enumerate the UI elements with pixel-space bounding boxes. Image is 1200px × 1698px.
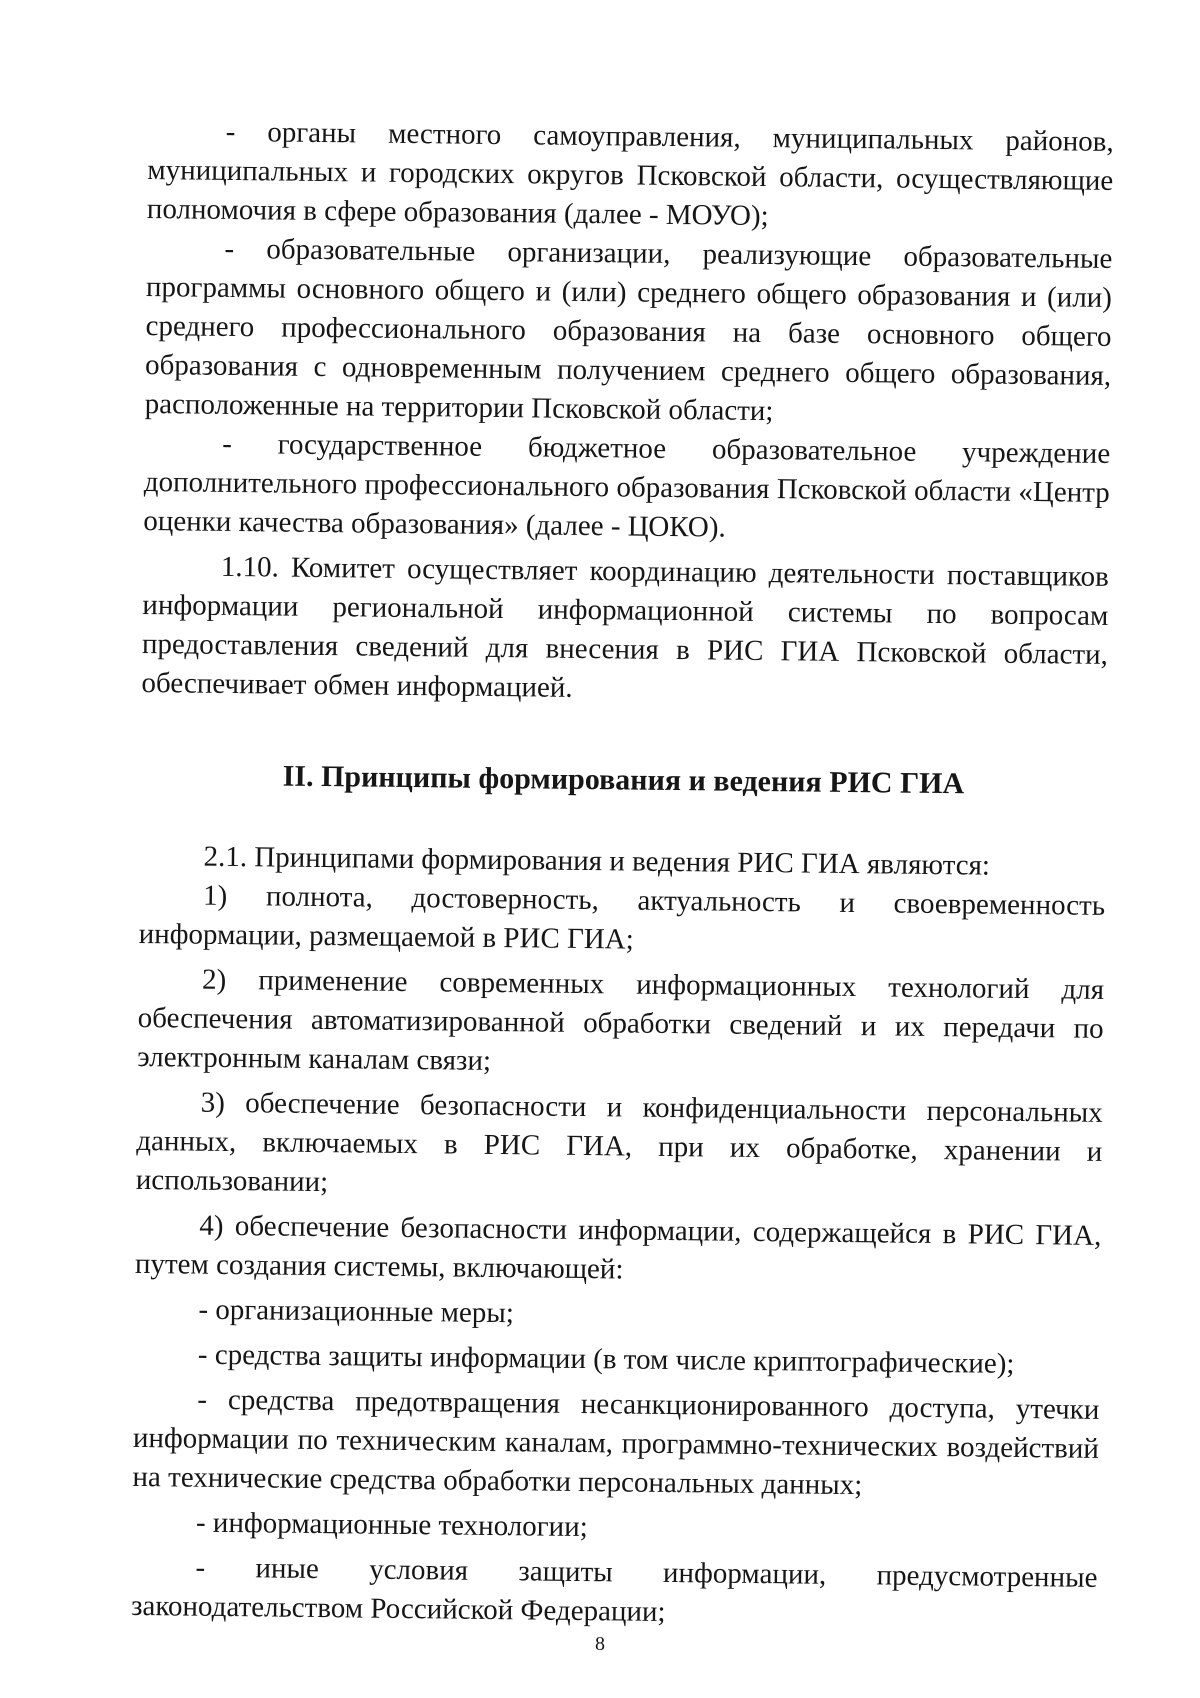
paragraph-educational-organizations: - образовательные организации, реализующие образовательные программы основного общего и (или) среднего общего образования и (или) среднего профессионального образования на базе основного общего образования с одновременным получением среднего общего образования, расположенные на территории Псковской области; <box>144 232 1113 428</box>
sublist-item-info-technologies: - информационные технологии; <box>195 1506 588 1544</box>
sublist-item-organizational: - организационные меры; <box>198 1293 515 1330</box>
sublist-item-other-conditions: - иные условия защиты информации, предусмотренные законодательством Российской Федерации; <box>130 1551 1098 1628</box>
section-heading: II. Принципы формирования и ведения РИС ГИА <box>282 759 965 801</box>
paragraph-1-10: 1.10. Комитет осуществляет координацию деятельности поставщиков информации региональной информационной системы по вопросам предоставления сведений для внесения в РИС ГИА Псковской области, обеспечивает обмен информацией. <box>141 550 1109 704</box>
paragraph-mouo: - органы местного самоуправления, муниципальных районов, муниципальных и городских округов Псковской области, осуществляющие полномочия в сфере образования (далее - МОУО); <box>146 115 1114 233</box>
list-item-1: 1) полнота, достоверность, актуальность и своевременность информации, размещаемой в РИС ГИА; <box>138 879 1106 956</box>
list-item-3: 3) обеспечение безопасности и конфиденциальности персональных данных, включаемых в РИС ГИА, при их обработке, хранении и использовании; <box>135 1086 1103 1199</box>
list-item-4: 4) обеспечение безопасности информации, содержащейся в РИС ГИА, путем создания системы, включающей: <box>134 1209 1102 1286</box>
sublist-item-crypto: - средства защиты информации (в том числе криптографические); <box>197 1338 1015 1380</box>
paragraph-2-1: 2.1. Принципами формирования и ведения РИС ГИА являются: <box>203 840 991 882</box>
document-body <box>131 112 1114 1637</box>
list-item-2: 2) применение современных информационных технологий для обеспечения автоматизированной обработки сведений и их передачи по электронным каналам связи; <box>137 963 1105 1077</box>
sublist-item-unauthorized-access: - средства предотвращения несанкционированного доступа, утечки информации по техническим каналам, программно-технических воздействий на технические средства обработки персональных данных; <box>132 1383 1100 1502</box>
page-number: 8 <box>595 1633 605 1655</box>
paragraph-coko: - государственное бюджетное образовательное учреждение дополнительного профессионального образования Псковской области «Центр оценки качества образования» (далее - ЦОКО). <box>143 427 1111 544</box>
